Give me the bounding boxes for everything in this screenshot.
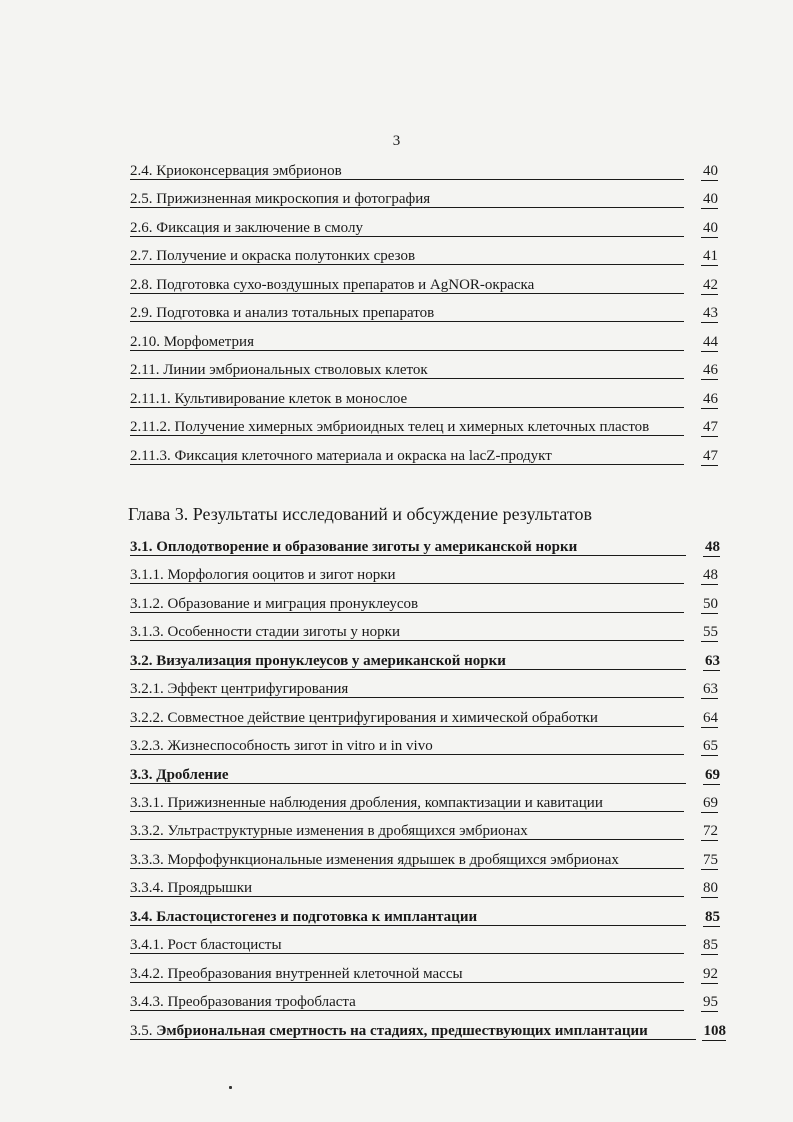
entry-page: 92 <box>703 966 718 982</box>
toc-entry-2-11[interactable] <box>130 361 718 379</box>
toc-entry-3-3-2[interactable] <box>130 822 718 840</box>
entry-title: Особенности стадии зиготы у норки <box>167 624 400 640</box>
leader-line <box>130 754 684 755</box>
entry-number: 3.3.3. <box>130 852 164 868</box>
entry-title: Преобразования внутренней клеточной массы <box>167 966 463 982</box>
entry-number: 3.4. <box>130 909 153 925</box>
entry-title: Подготовка и анализ тотальных препаратов <box>156 305 435 321</box>
toc-entry-3-1-2[interactable] <box>130 595 718 613</box>
entry-page: 42 <box>703 277 718 293</box>
entry-number: 3.1.3. <box>130 624 164 640</box>
entry-page: 85 <box>705 909 720 925</box>
leader-line <box>130 583 684 584</box>
toc-entry-3-3[interactable] <box>130 766 720 784</box>
toc-entry-2-11-1[interactable] <box>130 390 718 408</box>
entry-title: Жизнеспособность зигот in vitro и in vivo <box>167 738 433 754</box>
entry-title: Оплодотворение и образование зиготы у американской норки <box>156 539 578 555</box>
toc-entry-3-4-2[interactable] <box>130 965 718 983</box>
entry-number: 3.4.1. <box>130 937 164 953</box>
entry-title: Получение химерных эмбриоидных телец и химерных клеточных пластов <box>174 419 650 435</box>
toc-entry-3-5[interactable] <box>130 1022 726 1040</box>
page-number: 3 <box>392 133 401 149</box>
entry-title: Фиксация клеточного материала и окраска на lacZ-продукт <box>174 448 552 464</box>
leader-line <box>130 207 684 208</box>
entry-page: 47 <box>703 419 718 435</box>
leader-line <box>130 953 684 954</box>
entry-page: 50 <box>703 596 718 612</box>
entry-title: Ультраструктурные изменения в дробящихся эмбрионах <box>167 823 528 839</box>
leader-line <box>130 896 684 897</box>
entry-number: 2.6. <box>130 220 153 236</box>
toc-entry-2-4[interactable] <box>130 162 718 180</box>
entry-page: 85 <box>703 937 718 953</box>
toc-entry-3-1-3[interactable] <box>130 623 718 641</box>
entry-number: 2.11.3. <box>130 448 171 464</box>
entry-page: 64 <box>703 710 718 726</box>
entry-number: 3.4.2. <box>130 966 164 982</box>
entry-number: 3.1.2. <box>130 596 164 612</box>
entry-page: 48 <box>703 567 718 583</box>
leader-line <box>130 925 686 926</box>
entry-number: 3.2.2. <box>130 710 164 726</box>
leader-line <box>130 321 684 322</box>
entry-page: 63 <box>703 681 718 697</box>
leader-line <box>130 612 684 613</box>
leader-line <box>130 726 684 727</box>
entry-page: 69 <box>705 767 720 783</box>
entry-page: 40 <box>703 220 718 236</box>
entry-number: 3.3.1. <box>130 795 164 811</box>
entry-page: 48 <box>705 539 720 555</box>
entry-number: 2.11.1. <box>130 391 171 407</box>
entry-page: 65 <box>703 738 718 754</box>
entry-page: 55 <box>703 624 718 640</box>
entry-title: Прижизненные наблюдения дробления, компактизации и кавитации <box>167 795 603 811</box>
toc-entry-2-10[interactable] <box>130 333 718 351</box>
entry-page: 40 <box>703 191 718 207</box>
entry-page: 46 <box>703 362 718 378</box>
entry-title: Проядрышки <box>167 880 253 896</box>
leader-line <box>130 264 684 265</box>
entry-number: 3.3. <box>130 767 153 783</box>
toc-entry-3-4-1[interactable] <box>130 936 718 954</box>
entry-number: 3.2.1. <box>130 681 164 697</box>
leader-line <box>130 669 686 670</box>
entry-number: 3.2. <box>130 653 153 669</box>
toc-entry-3-4[interactable] <box>130 908 720 926</box>
entry-page: 69 <box>703 795 718 811</box>
entry-title: Эмбриональная смертность на стадиях, предшествующих имплантации <box>156 1023 648 1039</box>
toc-entry-3-2[interactable] <box>130 652 720 670</box>
toc-entry-2-9[interactable] <box>130 304 718 322</box>
leader-line <box>130 293 684 294</box>
entry-title: Криоконсервация эмбрионов <box>156 163 342 179</box>
entry-title: Фиксация и заключение в смолу <box>156 220 363 236</box>
toc-entry-3-2-2[interactable] <box>130 709 718 727</box>
entry-number: 2.11. <box>130 362 160 378</box>
leader-line <box>130 811 684 812</box>
entry-title: Культивирование клеток в монослое <box>174 391 408 407</box>
entry-title: Морфология ооцитов и зигот норки <box>167 567 396 583</box>
entry-page: 44 <box>703 334 718 350</box>
entry-number: 2.8. <box>130 277 153 293</box>
entry-page: 46 <box>703 391 718 407</box>
toc-entry-3-3-3[interactable] <box>130 851 718 869</box>
entry-title: Дробление <box>156 767 229 783</box>
entry-title: Бластоцистогенез и подготовка к имплантации <box>156 909 478 925</box>
leader-line <box>130 407 684 408</box>
entry-page: 40 <box>703 163 718 179</box>
entry-number: 2.10. <box>130 334 160 350</box>
leader-line <box>130 350 684 351</box>
toc-entry-3-3-4[interactable] <box>130 879 718 897</box>
entry-title: Преобразования трофобласта <box>167 994 356 1010</box>
toc-entry-2-8[interactable] <box>130 276 718 294</box>
entry-title: Получение и окраска полутонких срезов <box>156 248 416 264</box>
toc-entry-2-6[interactable] <box>130 219 718 237</box>
entry-number: 2.5. <box>130 191 153 207</box>
entry-number: 3.2.3. <box>130 738 164 754</box>
entry-page: 108 <box>703 1023 726 1039</box>
entry-title: Подготовка сухо-воздушных препаратов и AgNOR-окраска <box>156 277 535 293</box>
toc-entry-3-1[interactable] <box>130 538 720 556</box>
toc-entry-3-2-3[interactable] <box>130 737 718 755</box>
leader-line <box>130 378 684 379</box>
entry-title: Визуализация пронуклеусов у американской норки <box>156 653 506 669</box>
entry-title: Линии эмбриональных стволовых клеток <box>163 362 428 378</box>
entry-title: Эффект центрифугирования <box>167 681 349 697</box>
entry-title: Морфометрия <box>163 334 254 350</box>
leader-line <box>130 236 684 237</box>
entry-page: 72 <box>703 823 718 839</box>
leader-line <box>130 1010 684 1011</box>
entry-page: 75 <box>703 852 718 868</box>
toc-entry-3-3-1[interactable] <box>130 794 718 812</box>
leader-line <box>130 640 684 641</box>
toc-entry-2-5[interactable] <box>130 190 718 208</box>
entry-title: Совместное действие центрифугирования и химической обработки <box>167 710 598 726</box>
entry-title: Морфофункциональные изменения ядрышек в дробящихся эмбрионах <box>167 852 619 868</box>
entry-page: 47 <box>703 448 718 464</box>
entry-number: 2.4. <box>130 163 153 179</box>
leader-line <box>130 839 684 840</box>
toc-entry-2-11-3[interactable] <box>130 447 718 465</box>
entry-title: Прижизненная микроскопия и фотография <box>156 191 431 207</box>
entry-number: 3.1. <box>130 539 153 555</box>
toc-entry-3-2-1[interactable] <box>130 680 718 698</box>
leader-line <box>130 1039 696 1040</box>
toc-entry-2-7[interactable] <box>130 247 718 265</box>
entry-number: 3.5. <box>130 1023 153 1039</box>
entry-page: 41 <box>703 248 718 264</box>
entry-page: 43 <box>703 305 718 321</box>
entry-number: 3.1.1. <box>130 567 164 583</box>
entry-page: 80 <box>703 880 718 896</box>
entry-number: 2.11.2. <box>130 419 171 435</box>
leader-line <box>130 464 684 465</box>
leader-line <box>130 868 684 869</box>
toc-entry-3-1-1[interactable] <box>130 566 718 584</box>
leader-line <box>130 982 684 983</box>
entry-number: 3.3.2. <box>130 823 164 839</box>
entry-title: Рост бластоцисты <box>167 937 282 953</box>
toc-entry-2-11-2[interactable] <box>130 418 718 436</box>
entry-page: 95 <box>703 994 718 1010</box>
entry-title: Образование и миграция пронуклеусов <box>167 596 419 612</box>
leader-line <box>130 435 684 436</box>
chapter-heading: Глава 3. Результаты исследований и обсуждение результатов <box>128 504 592 524</box>
entry-number: 2.7. <box>130 248 153 264</box>
leader-line <box>130 783 686 784</box>
entry-number: 3.4.3. <box>130 994 164 1010</box>
entry-number: 2.9. <box>130 305 153 321</box>
leader-line <box>130 555 686 556</box>
leader-line <box>130 179 684 180</box>
entry-number: 3.3.4. <box>130 880 164 896</box>
leader-line <box>130 697 684 698</box>
entry-page: 63 <box>705 653 720 669</box>
toc-entry-3-4-3[interactable] <box>130 993 718 1011</box>
scan-speck <box>229 1086 232 1089</box>
